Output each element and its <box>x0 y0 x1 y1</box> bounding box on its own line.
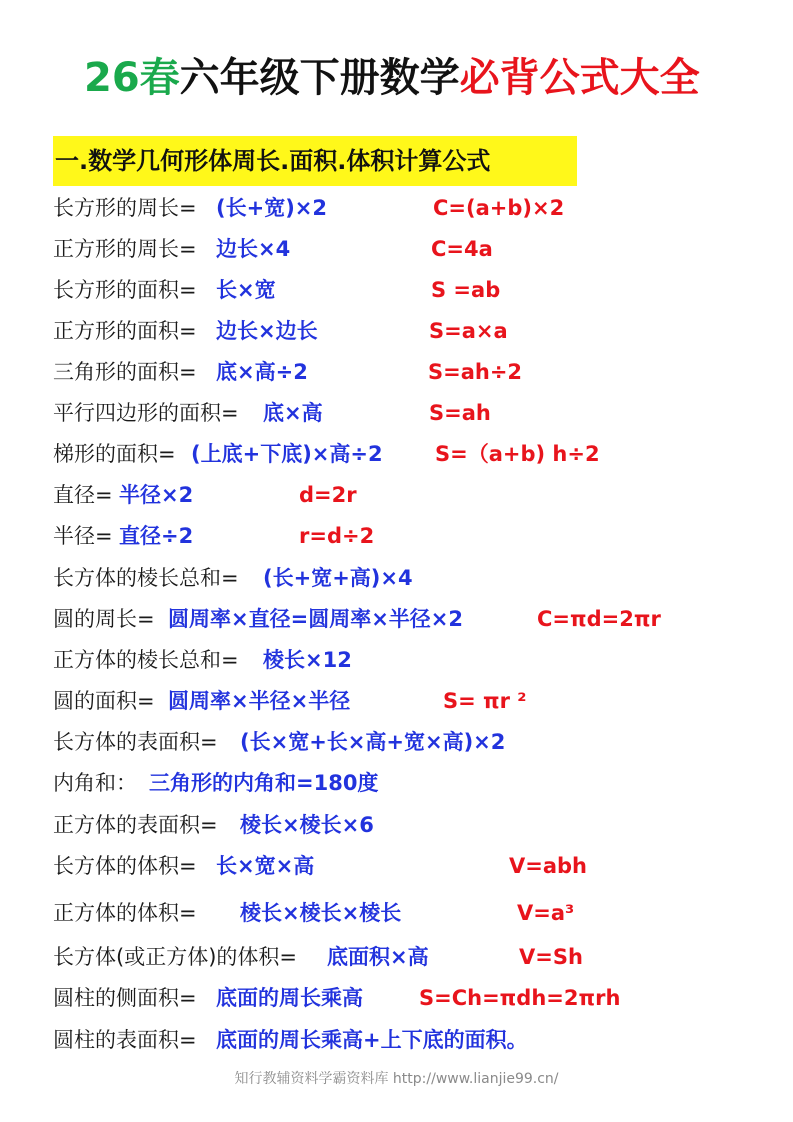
formula-row <box>53 983 783 1013</box>
formula-label: 长方体的体积= <box>53 854 197 878</box>
formula-words: 三角形的内角和=180度 <box>149 771 379 795</box>
formula-words: 底面的周长乘高+上下底的面积。 <box>216 1028 528 1052</box>
formula-words: 底×高÷2 <box>216 360 308 384</box>
formula-label: 长方形的面积= <box>53 278 197 302</box>
formula-row <box>53 851 783 881</box>
formula-label: 正方体的棱长总和= <box>53 648 239 672</box>
formula-row <box>53 439 783 469</box>
formula-label: 平行四边形的面积= <box>53 401 239 425</box>
formula-symbol: V=abh <box>509 854 588 878</box>
formula-row <box>53 480 783 510</box>
formula-symbol: r=d÷2 <box>299 524 375 548</box>
formula-words: 边长×边长 <box>216 319 318 343</box>
title-grade: 六年级下册数学 <box>179 55 460 101</box>
formula-row <box>53 275 783 305</box>
formula-label: 正方体的体积= <box>53 901 197 925</box>
formula-row <box>53 727 783 757</box>
formula-label: 长方体(或正方体)的体积= <box>53 945 297 969</box>
formula-row <box>53 686 783 716</box>
formula-row <box>53 1025 783 1055</box>
formula-label: 正方体的表面积= <box>53 813 218 837</box>
formula-row <box>53 810 783 840</box>
formula-label: 圆柱的侧面积= <box>53 986 197 1010</box>
formula-words: 长×宽 <box>216 278 276 302</box>
formula-label: 直径= <box>53 483 113 507</box>
formula-symbol: S=（a+b) h÷2 <box>435 442 600 466</box>
formula-row <box>53 645 783 675</box>
formula-row <box>53 604 783 634</box>
formula-label: 长方体的表面积= <box>53 730 218 754</box>
formula-words: 棱长×棱长×棱长 <box>240 901 402 925</box>
title-highlight: 必背公式大全 <box>459 55 700 101</box>
formula-symbol: S =ab <box>431 278 501 302</box>
formula-symbol: V=a³ <box>517 901 575 925</box>
formula-words: 圆周率×直径=圆周率×半径×2 <box>168 607 463 631</box>
formula-symbol: C=πd=2πr <box>537 607 661 631</box>
formula-row <box>53 521 783 551</box>
formula-words: 底面的周长乘高 <box>216 986 363 1010</box>
formula-words: (长+宽)×2 <box>216 196 327 220</box>
formula-row <box>53 357 783 387</box>
formula-words: 底面积×高 <box>327 945 429 969</box>
formula-label: 内角和： <box>53 771 137 795</box>
formula-row <box>53 768 783 798</box>
formula-words: 边长×4 <box>216 237 291 261</box>
formula-label: 长方形的周长= <box>53 196 197 220</box>
footer-watermark: 知行教辅资料学霸资料库 http://www.lianjie99.cn/ <box>234 1071 559 1087</box>
formula-symbol: S= πr ² <box>443 689 527 713</box>
formula-symbol: V=Sh <box>519 945 583 969</box>
formula-row <box>53 898 783 928</box>
formula-symbol: S=ah <box>429 401 491 425</box>
formula-label: 三角形的面积= <box>53 360 197 384</box>
section-heading: 一.数学几何形体周长.面积.体积计算公式 <box>53 136 577 186</box>
formula-words: 底×高 <box>263 401 323 425</box>
formula-label: 圆柱的表面积= <box>53 1028 197 1052</box>
title-term: 26春 <box>84 55 180 101</box>
formula-symbol: S=Ch=πdh=2πrh <box>419 986 621 1010</box>
formula-symbol: S=a×a <box>429 319 508 343</box>
formula-words: (长×宽+长×高+宽×高)×2 <box>240 730 506 754</box>
formula-row <box>53 942 783 972</box>
formula-words: 棱长×棱长×6 <box>240 813 374 837</box>
formula-label: 正方形的周长= <box>53 237 197 261</box>
formula-words: (上底+下底)×高÷2 <box>191 442 383 466</box>
formula-label: 圆的周长= <box>53 607 155 631</box>
formula-label: 梯形的面积= <box>53 442 176 466</box>
formula-words: (长+宽+高)×4 <box>263 566 413 590</box>
formula-row <box>53 193 783 223</box>
formula-label: 圆的面积= <box>53 689 155 713</box>
formula-words: 圆周率×半径×半径 <box>168 689 351 713</box>
formula-words: 半径×2 <box>119 483 194 507</box>
formula-words: 棱长×12 <box>263 648 352 672</box>
formula-symbol: C=(a+b)×2 <box>433 196 565 220</box>
formula-words: 直径÷2 <box>119 524 194 548</box>
page-title <box>84 50 789 106</box>
formula-row <box>53 398 783 428</box>
formula-symbol: d=2r <box>299 483 357 507</box>
formula-row <box>53 563 783 593</box>
formula-row <box>53 316 783 346</box>
formula-symbol: S=ah÷2 <box>428 360 523 384</box>
formula-symbol: C=4a <box>431 237 493 261</box>
formula-label: 半径= <box>53 524 113 548</box>
formula-words: 长×宽×高 <box>216 854 315 878</box>
formula-row <box>53 234 783 264</box>
formula-label: 长方体的棱长总和= <box>53 566 239 590</box>
formula-label: 正方形的面积= <box>53 319 197 343</box>
